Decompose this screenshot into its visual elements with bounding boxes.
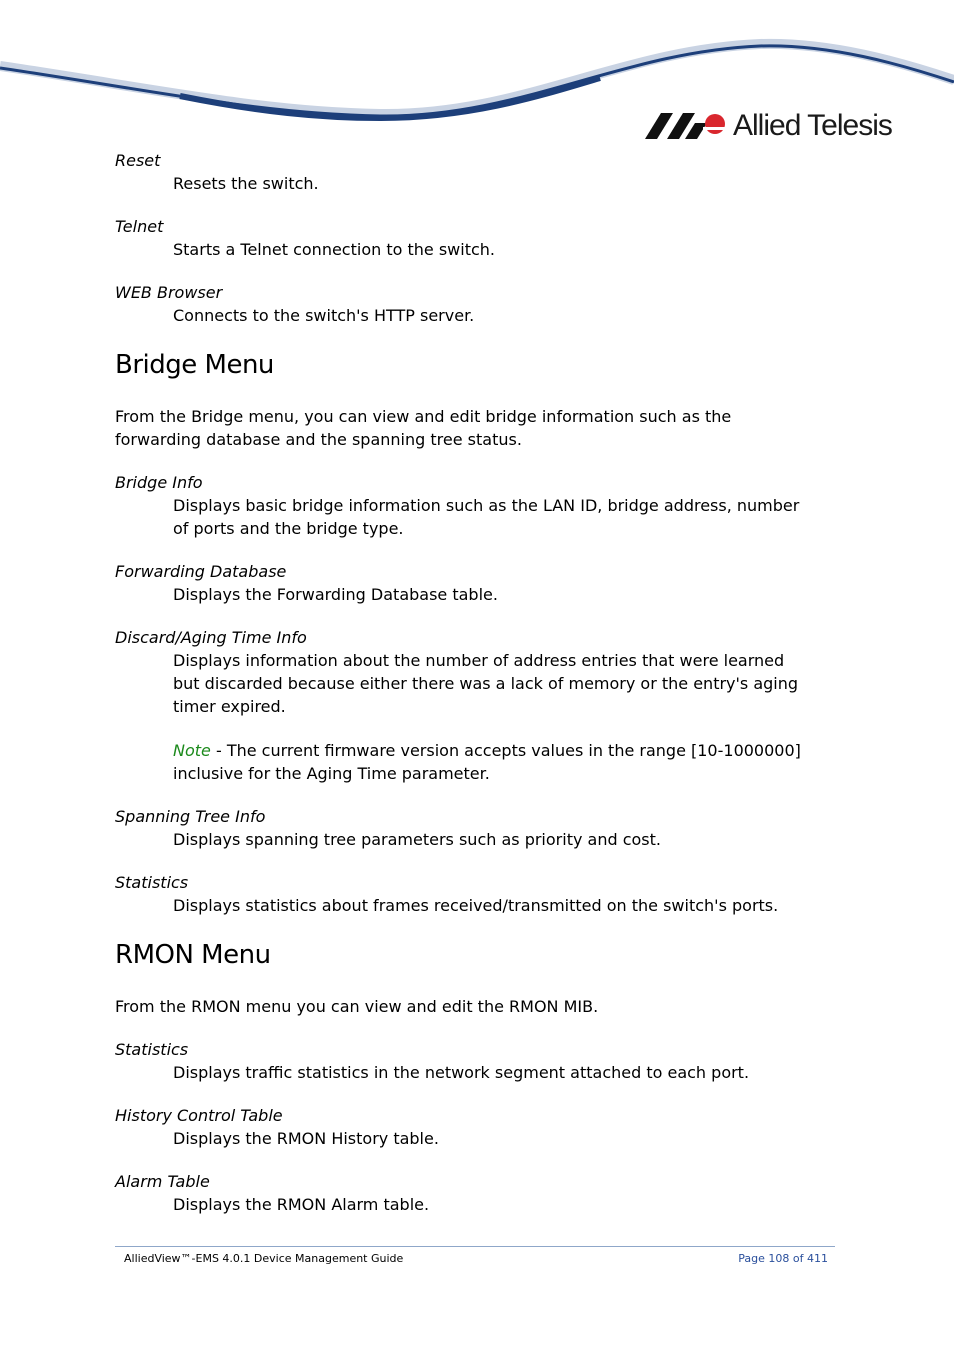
term-forwarding-database: Forwarding Database [115, 562, 287, 581]
desc-forwarding-database: Displays the Forwarding Database table. [173, 585, 498, 604]
definition-entry [115, 1039, 815, 1084]
desc-discard-aging: Displays information about the number of address entries that were learned but discarded because either there was a lack of memory or the entry's aging timer expired. [173, 651, 799, 716]
logo-text: Allied Telesis [733, 109, 892, 142]
desc-bridge-statistics: Displays statistics about frames received/transmitted on the switch's ports. [173, 896, 779, 915]
rmon-menu-heading: RMON Menu [115, 940, 271, 970]
desc-bridge-info: Displays basic bridge information such as the LAN ID, bridge address, number of ports and the bridge type. [173, 496, 800, 538]
term-telnet: Telnet [115, 217, 164, 236]
footer-document-title: AlliedView™-EMS 4.0.1 Device Management Guide [124, 1252, 404, 1265]
rmon-intro: From the RMON menu you can view and edit the RMON MIB. [115, 997, 599, 1016]
footer-page-number: Page 108 of 411 [738, 1252, 828, 1265]
definition-entry [115, 806, 815, 851]
company-logo [645, 108, 892, 144]
definition-entry [115, 1105, 815, 1150]
note-text: - The current firmware version accepts values in the range [10-1000000] inclusive for the Aging Time parameter. [173, 741, 801, 783]
aging-time-note [173, 739, 815, 785]
bridge-menu-heading: Bridge Menu [115, 350, 274, 380]
page-content [115, 150, 815, 1237]
desc-rmon-statistics: Displays traffic statistics in the network segment attached to each port. [173, 1063, 750, 1082]
definition-entry [115, 1171, 815, 1216]
note-label: Note [173, 741, 211, 760]
desc-reset: Resets the switch. [173, 174, 319, 193]
desc-alarm-table: Displays the RMON Alarm table. [173, 1195, 430, 1214]
definition-entry [115, 627, 815, 785]
bridge-intro: From the Bridge menu, you can view and edit bridge information such as the forwarding database and the spanning tree status. [115, 407, 732, 449]
term-bridge-statistics: Statistics [115, 873, 189, 892]
definition-entry [115, 561, 815, 606]
allied-telesis-logo-icon [645, 111, 727, 141]
desc-spanning-tree-info: Displays spanning tree parameters such as priority and cost. [173, 830, 661, 849]
term-alarm-table: Alarm Table [115, 1172, 210, 1191]
definition-entry [115, 216, 815, 261]
term-rmon-statistics: Statistics [115, 1040, 189, 1059]
definition-entry [115, 472, 815, 540]
term-bridge-info: Bridge Info [115, 473, 203, 492]
term-history-control-table: History Control Table [115, 1106, 283, 1125]
definition-entry [115, 872, 815, 917]
term-spanning-tree-info: Spanning Tree Info [115, 807, 266, 826]
desc-history-control-table: Displays the RMON History table. [173, 1129, 439, 1148]
footer-divider [115, 1246, 835, 1247]
term-web-browser: WEB Browser [115, 283, 223, 302]
definition-entry [115, 150, 815, 195]
desc-web-browser: Connects to the switch's HTTP server. [173, 306, 475, 325]
term-discard-aging: Discard/Aging Time Info [115, 628, 307, 647]
term-reset: Reset [115, 151, 161, 170]
desc-telnet: Starts a Telnet connection to the switch. [173, 240, 495, 259]
definition-entry [115, 282, 815, 327]
